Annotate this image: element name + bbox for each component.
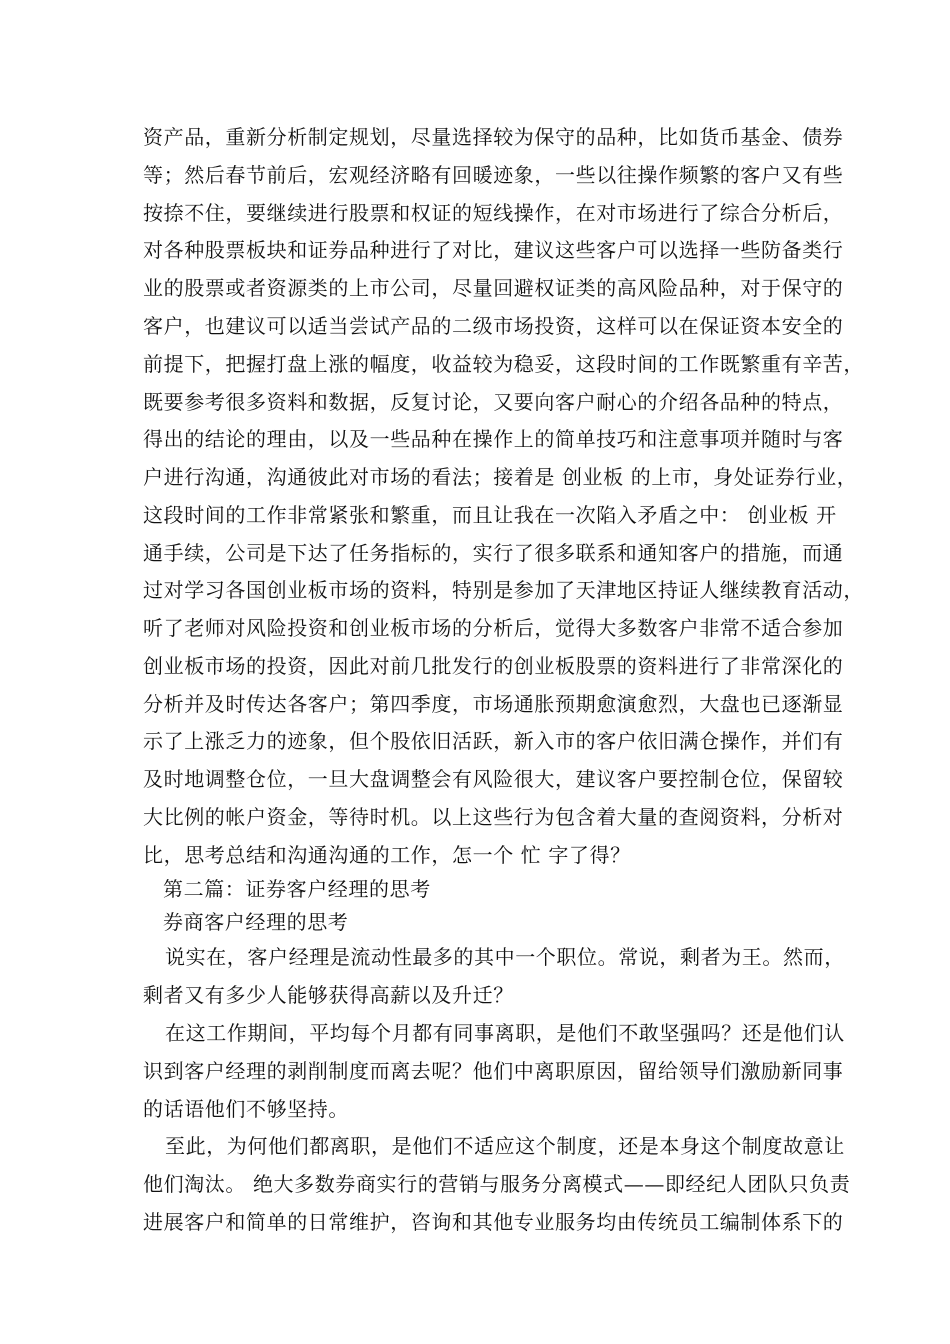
text-line: 通手续，公司是下达了任务指标的，实行了很多联系和通知客户的措施，而通 [143,541,844,565]
text-line: 剩者又有多少人能够获得高薪以及升迁？ [143,983,514,1007]
text-line: 按捺不住，要继续进行股票和权证的短线操作，在对市场进行了综合分析后， [143,201,844,225]
section-heading: 第二篇：证券客户经理的思考 [163,877,431,901]
text-line: 前提下，把握打盘上涨的幅度，收益较为稳妥，这段时间的工作既繁重有辛苦， [143,352,864,376]
text-line: 这段时间的工作非常紧张和繁重，而且让我在一次陷入矛盾之中： 创业板 开 [143,503,837,527]
text-line: 等；然后春节前后，宏观经济略有回暖迹象，一些以往操作频繁的客户又有些 [143,163,844,187]
paragraph-start: 在这工作期间，平均每个月都有同事离职，是他们不敢坚强吗？还是他们认 [165,1021,845,1045]
text-line: 分析并及时传达各客户；第四季度，市场通胀预期愈演愈烈，大盘也已逐渐显 [143,692,844,716]
paragraph-start: 说实在，客户经理是流动性最多的其中一个职位。常说，剩者为王。然而， [165,945,845,969]
text-line: 示了上涨乏力的迹象，但个股依旧活跃，新入市的客户依旧满仓操作，并们有 [143,729,844,753]
text-line: 的话语他们不够坚持。 [143,1097,349,1121]
text-line: 大比例的帐户资金，等待时机。以上这些行为包含着大量的查阅资料，分析对 [143,805,844,829]
text-line: 得出的结论的理由，以及一些品种在操作上的简单技巧和注意事项并随时与客 [143,427,844,451]
text-line: 客户，也建议可以适当尝试产品的二级市场投资，这样可以在保证资本安全的 [143,314,844,338]
text-line: 创业板市场的投资，因此对前几批发行的创业板股票的资料进行了非常深化的 [143,654,844,678]
text-line: 对各种股票板块和证券品种进行了对比，建议这些客户可以选择一些防备类行 [143,238,844,262]
text-line: 户进行沟通，沟通彼此对市场的看法；接着是 创业板 的上市，身处证券行业， [143,465,858,489]
text-line: 比，思考总结和沟通沟通的工作，怎一个 忙 字了得？ [143,843,631,867]
paragraph-start: 至此，为何他们都离职，是他们不适应这个制度，还是本身这个制度故意让 [165,1134,845,1158]
text-line: 既要参考很多资料和数据，反复讨论，又要向客户耐心的介绍各品种的特点， [143,390,844,414]
text-line: 听了老师对风险投资和创业板市场的分析后，觉得大多数客户非常不适合参加 [143,616,844,640]
article-title: 券商客户经理的思考 [163,910,349,934]
text-line: 识到客户经理的剥削制度而离去呢？他们中离职原因，留给领导们激励新同事 [143,1059,844,1083]
text-line: 资产品，重新分析制定规划，尽量选择较为保守的品种，比如货币基金、债券 [143,125,844,149]
text-line: 业的股票或者资源类的上市公司，尽量回避权证类的高风险品种，对于保守的 [143,276,844,300]
text-line: 过对学习各国创业板市场的资料，特别是参加了天津地区持证人继续教育活动， [143,578,864,602]
text-line: 进展客户和简单的日常维护，咨询和其他专业服务均由传统员工编制体系下的 [143,1210,844,1234]
text-line: 及时地调整仓位，一旦大盘调整会有风险很大，建议客户要控制仓位，保留较 [143,767,844,791]
text-line: 他们淘汰。 绝大多数券商实行的营销与服务分离模式——即经纪人团队只负责 [143,1172,851,1196]
